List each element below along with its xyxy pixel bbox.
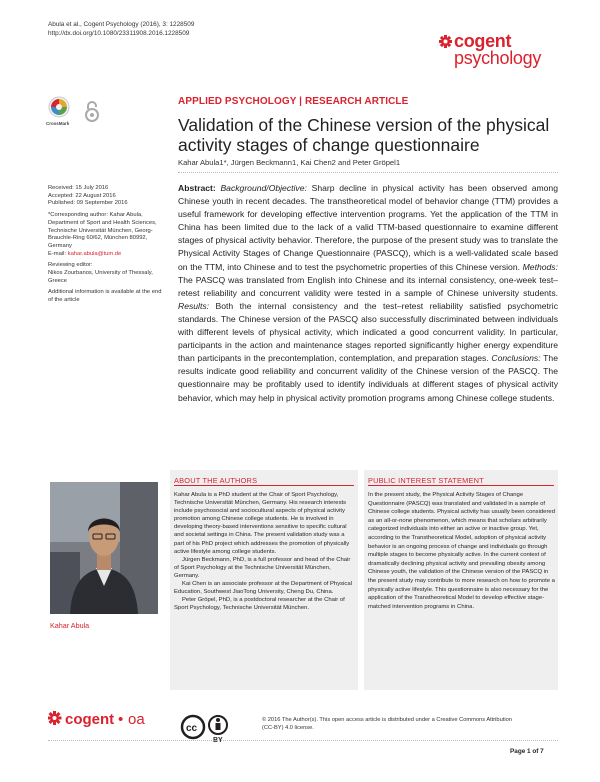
doi-link[interactable]: http://dx.doi.org/10.1080/23311908.2016.1228509 (48, 30, 190, 37)
reviewing-editor-label: Reviewing editor: (48, 262, 93, 269)
cogent-logo-icon (438, 34, 453, 49)
article-metadata (48, 185, 164, 309)
received-date: Received: 15 July 2016 (48, 185, 109, 191)
footer-divider (48, 740, 558, 741)
crossmark-icon (48, 96, 70, 120)
license-notice (262, 716, 562, 732)
about-authors-box (170, 470, 358, 690)
public-interest-text: In the present study, the Physical Activity Stages of Change Questionnaire (PASCQ) was translated and validated in a sample of Chinese college students. Physical activity has usually been considered as an all-or-none phenomenon, which means that scholars arbitrarily categorized individuals into either an active or inactive group. Yet, according to the Transtheoretical Model, adoption of physical activity behavior is an ongoing process of change and individuals go through multiple stages to become physically active. In the current context of dramatically declining physical activity and prevailing obesity among Chinese youth, the validation of the Chinese version of the PASCQ in the present study may contribute to more research on how to promote a physically active lifestyle. This questionnaire is also necessary for the application of the Transtheoretical Model to develop effective stage-matched intervention programs in China. (368, 492, 555, 610)
brand-word: cogent (454, 31, 512, 51)
abstract (178, 182, 558, 405)
license-line-2: (CC-BY) 4.0 license. (262, 725, 314, 731)
crossmark-label: CrossMark (46, 121, 70, 126)
brand-subword: psychology (454, 48, 542, 68)
cogent-oa-graphic (48, 710, 188, 730)
cc-by-label: BY (213, 737, 223, 744)
author-list: Kahar Abula1*, Jürgen Beckmann1, Kai Chen2 and Peter Gröpel1 (178, 158, 401, 167)
background-label: Background/Objective: (220, 183, 307, 193)
author-bio-1: Kahar Abula is a PhD student at the Chair of Sport Psychology, Technische Universität München, Germany. His research interests include psychosocial and sociocultural aspects of physical activity promotion among Chinese college students. He is involved in developing theory-based interventions sensitive to specific cultural and societal settings in China. The present validation study was a part of his PhD project which addresses the promotion of physically active lifestyle among college students. (174, 492, 350, 555)
additional-info-note: Additional information is available at the end of the article (48, 289, 162, 304)
heading-rule (368, 485, 554, 486)
page-number: Page 1 of 7 (510, 748, 544, 755)
conclusions-text: The results indicate good reliability and concurrent validity of the Chinese version of the PASCQ. The questionnaire may be profitably used to identify individuals at different stages of physical activity behavior, which may help in physical activity promotion programs among Chinese college students. (178, 353, 558, 403)
photo-caption: Kahar Abula (50, 621, 90, 630)
background-text: Sharp decline in physical activity has been observed among Chinese youth in recent decades. The transtheoretical model of behavior change (TTM) provides a useful framework for developing effective intervention programs. Yet the application of the TTM in China has been limited due to the lack of a valid TTM-based questionnaire to examine different stages of physical activity behavior. Therefore, the purpose of the present study was to translate the Physical Activity Stages of Change Questionnaire (PASCQ), which is a well-validated scale based on the TTM, into Chinese and to test the psychometric properties of this Chinese version. (178, 183, 558, 272)
footer-logo-suffix: oa (128, 711, 145, 728)
conclusions-label: Conclusions: (491, 353, 541, 364)
author-photo (50, 482, 158, 614)
svg-text:•: • (118, 711, 124, 728)
svg-text:cc: cc (186, 723, 198, 734)
author-bio-2: Jürgen Beckmann, PhD, is a full professor and head of the Chair of Sport Psychology at the Technische Universität München, Germany. (174, 556, 351, 579)
abstract-label: Abstract: (178, 183, 216, 193)
results-label: Results: (178, 300, 210, 311)
about-authors-text (174, 491, 356, 612)
methods-label: Methods: (522, 261, 558, 272)
open-access-icon (85, 100, 99, 122)
about-authors-heading: ABOUT THE AUTHORS (174, 476, 258, 485)
email-label: E-mail: (48, 250, 67, 257)
article-title: Validation of the Chinese version of the physical activity stages of change questionnaire (178, 115, 550, 155)
cogent-oa-logo[interactable] (48, 710, 188, 730)
footer-logo-word: cogent (65, 711, 115, 728)
license-line-1: © 2016 The Author(s). This open access article is distributed under a Creative Commons Attribution (262, 717, 512, 723)
reviewing-editor: Nikos Zourbanos, University of Thessaly, Greece (48, 270, 153, 284)
author-bio-3: Kai Chen is an associate professor at the Department of Physical Education, Southwest JiaoTong University, Cheng Du, China. (174, 581, 352, 596)
public-interest-box (364, 470, 558, 690)
citation-line: Abula et al., Cogent Psychology (2016), 3: 1228509 (48, 21, 195, 28)
crossmark-badge[interactable] (48, 96, 70, 130)
author-email-link[interactable]: kahar.abula@tum.de (67, 250, 122, 257)
citation-block (48, 20, 308, 38)
author-bio-4: Peter Gröpel, PhD, is a postdoctoral researcher at the Chair of Sport Psychology, Technische Universität München. (174, 597, 345, 612)
journal-brand[interactable] (438, 32, 548, 72)
published-date: Published: 09 September 2016 (48, 200, 128, 207)
article-section-label: APPLIED PSYCHOLOGY | RESEARCH ARTICLE (178, 96, 409, 107)
heading-rule (174, 485, 354, 486)
public-interest-heading: PUBLIC INTEREST STATEMENT (368, 476, 484, 485)
results-text: Both the internal consistency and the test–retest reliability satisfied psychometric standards. The Chinese version of the PASCQ also successfully discriminated between individuals with different levels of physical activity, which indicated a good concurrent validity. In particular, participants in the action and maintenance stages reported significantly higher energy expenditure than participants in the precontemplation, contemplation, and preparation stages. (178, 300, 558, 364)
corresponding-author: *Corresponding author: Kahar Abula, Department of Sport and Health Sciences, Technische Universität München, Georg-Brauchle-Ring 60/62, München 80992, Germany (48, 212, 157, 249)
accepted-date: Accepted: 22 August 2016 (48, 192, 116, 199)
methods-text: The PASCQ was translated from English into Chinese and its internal consistency, one-week test–retest reliability and concurrent validity were tested in a sample of Chinese university students. (178, 274, 558, 298)
title-divider (178, 172, 558, 173)
